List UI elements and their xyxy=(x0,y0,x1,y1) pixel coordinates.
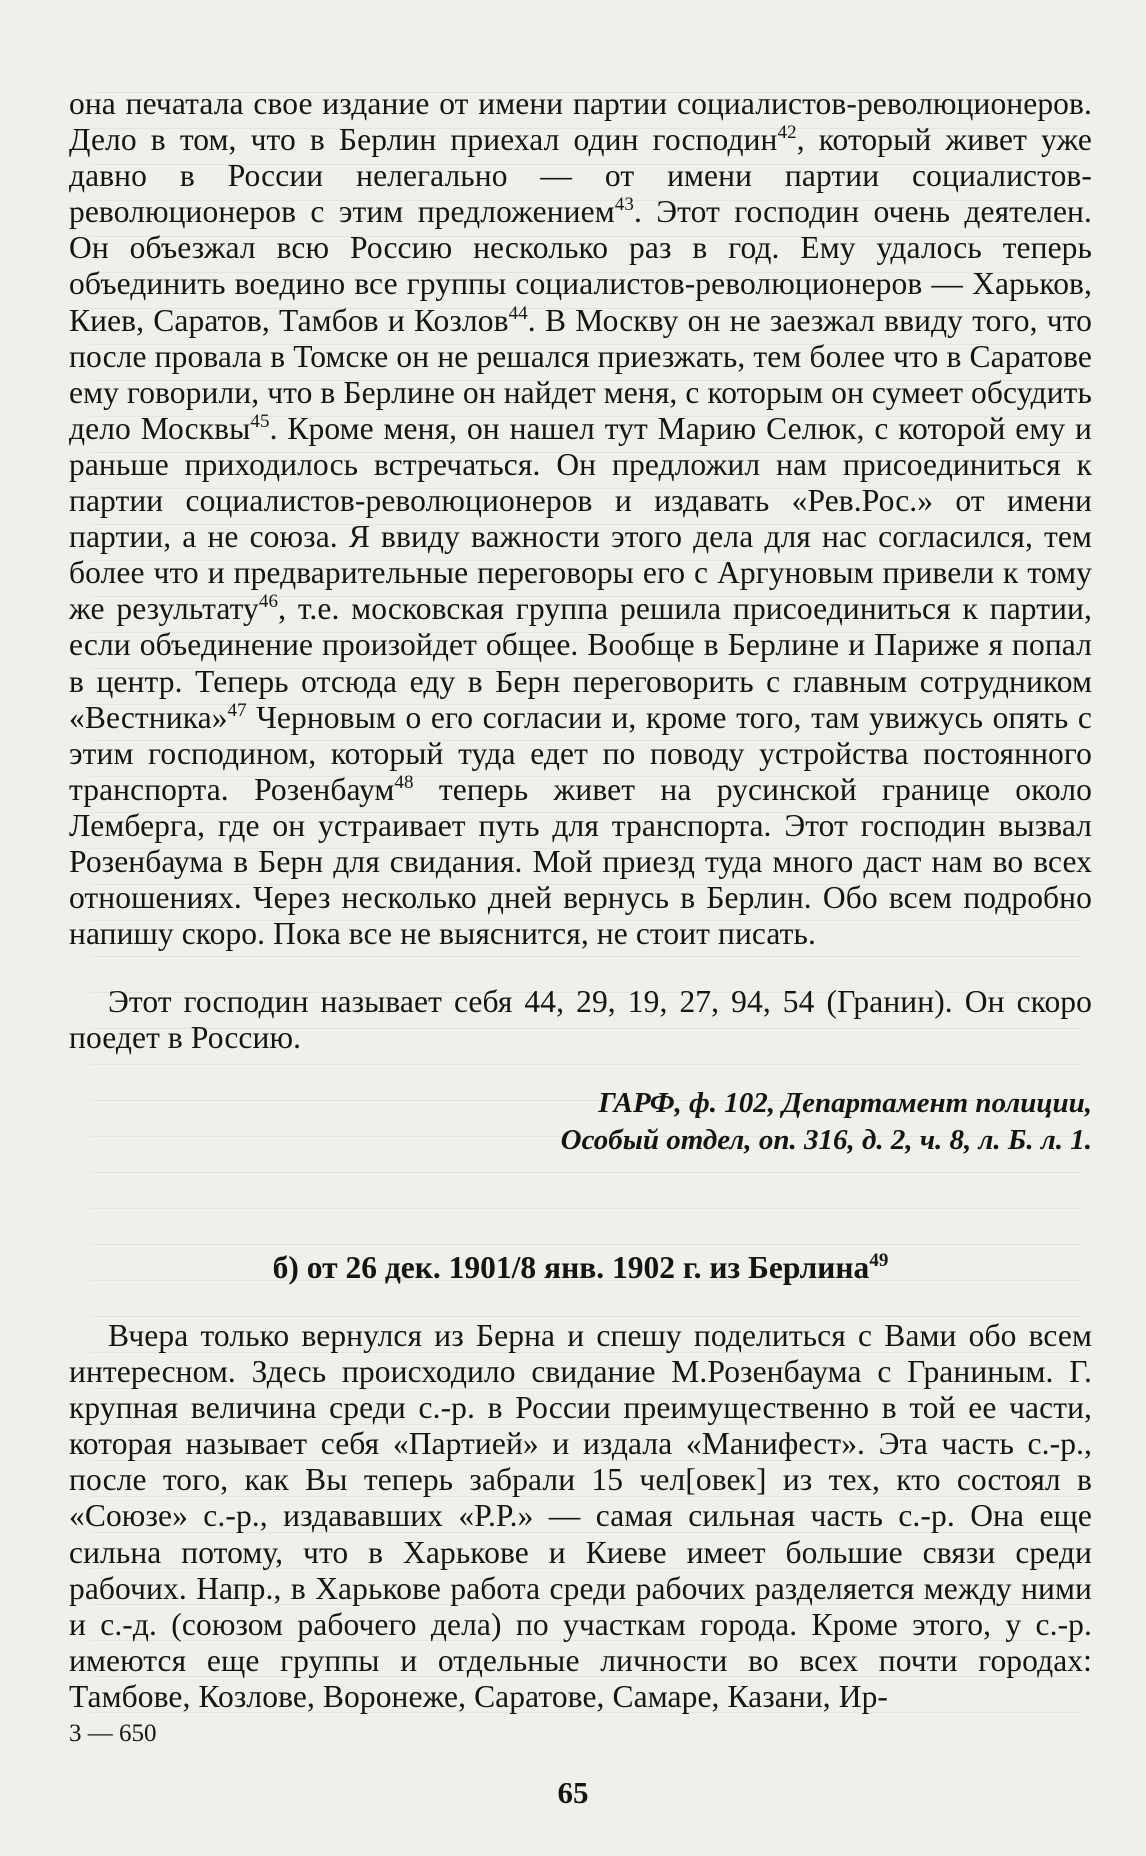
source-line-2: Особый отдел, оп. 316, д. 2, ч. 8, л. Б. л. 1. xyxy=(560,1124,1092,1156)
footnote-marker-45[interactable]: 45 xyxy=(250,410,270,432)
footnote-marker-49[interactable]: 49 xyxy=(869,1250,889,1271)
paragraph-1-text-a: она печатала свое издание от имени партии социалистов-революционеров. Дело в том, что в Берлин приехал один господин xyxy=(69,86,1092,158)
source-line-1: ГАРФ, ф. 102, Департамент полиции, xyxy=(598,1087,1092,1119)
paragraph-letter-b: Вчера только вернулся из Берна и спешу поделиться с Вами обо всем интересном. Здесь происходило свидание М.Розенбаума с Граниным. Г. крупная величина среди с.-р. в России преимущественно в той ее части, которая называет себя «Партией» и издала «Манифест». Эта часть с.-р., после того, как Вы теперь забрали 15 чел[овек] из тех, кто состоял в «Союзе» с.-р., издававших «Р.Р.» — самая сильная часть с.-р. Она еще сильна потому, что в Харькове и Киеве имеет большие связи среди рабочих. Напр., в Харькове работа среди рабочих разделяется между ними и с.-д. (союзом рабочего дела) по участкам города. Кроме этого, у с.-р. имеются еще группы и отдельные личности во всех почти городах: Тамбове, Козлове, Воронеже, Саратове, Самаре, Казани, Ир- xyxy=(69,1318,1092,1714)
footnote-marker-44[interactable]: 44 xyxy=(508,302,528,324)
footnote-marker-47[interactable]: 47 xyxy=(227,699,247,721)
paragraph-1-text-e: . Кроме меня, он нашел тут Марию Селюк, с которой ему и раньше приходилось встречаться. Он предложил нам присоединиться к партии социалистов-революционеров и издавать «Рев.Рос.» от имени партии, а не союза. Я ввиду важности этого дела для нас согласился, тем более что и предварительные переговоры его с Аргуновым привели к тому же результату xyxy=(69,410,1092,627)
archival-source-citation xyxy=(69,1085,1092,1159)
paragraph-1-text-c: . Этот господин очень деятелен. Он объезжал всю Россию несколько раз в год. Ему удалось теперь объединить воедино все группы социалистов-революционеров — Харьков, Киев, Саратов, Тамбов и Козлов xyxy=(69,194,1092,338)
paragraph-1-text-f: , т.е. московская группа решила присоединиться к партии, если объединение произойдет общее. Вообще в Берлине и Париже я попал в центр. Теперь отсюда еду в Берн переговорить с главным сотрудником «Вестника» xyxy=(69,591,1092,735)
paragraph-1-text-b: , который живет уже давно в России нелегально — от имени партии социалистов-революционеров с этим предложением xyxy=(69,122,1092,230)
footnote-marker-48[interactable]: 48 xyxy=(394,771,414,793)
paragraph-granin-alias: Этот господин называет себя 44, 29, 19, 27, 94, 54 (Гранин). Он скоро поедет в Россию. xyxy=(69,984,1092,1056)
paragraph-1-text-d: . В Москву он не заезжал ввиду того, что после провала в Томске он не решался приезжать, тем более что в Саратове ему говорили, что в Берлине он найдет меня, с которым он сумеет обсудить дело Москвы xyxy=(69,302,1093,446)
paragraph-letter-continuation xyxy=(69,86,1092,952)
paragraph-1-text-g: Черновым о его согласии и, кроме того, там увижусь опять с этим господином, который туда едет по поводу устройства постоянного транспорта. Розенбаум xyxy=(69,699,1092,807)
page-number: 65 xyxy=(557,1775,589,1810)
printer-signature-code: 3 — 650 xyxy=(69,1720,157,1747)
footnote-marker-43[interactable]: 43 xyxy=(614,194,634,216)
paragraph-1-text-h: теперь живет на русинской границе около Лемберга, где он устраивает путь для транспорта. Этот господин вызвал Розенбаума в Берн для свидания. Мой приезд туда много даст нам во всех отношениях. Через несколько дней вернусь в Берлин. Обо всем подробно напишу скоро. Пока все не выяснится, не стоит писать. xyxy=(69,771,1092,952)
footnote-marker-42[interactable]: 42 xyxy=(777,122,797,144)
section-heading-text: б) от 26 дек. 1901/8 янв. 1902 г. из Берлина xyxy=(272,1250,870,1285)
footnote-marker-46[interactable]: 46 xyxy=(258,591,279,613)
section-heading xyxy=(69,1249,1092,1287)
